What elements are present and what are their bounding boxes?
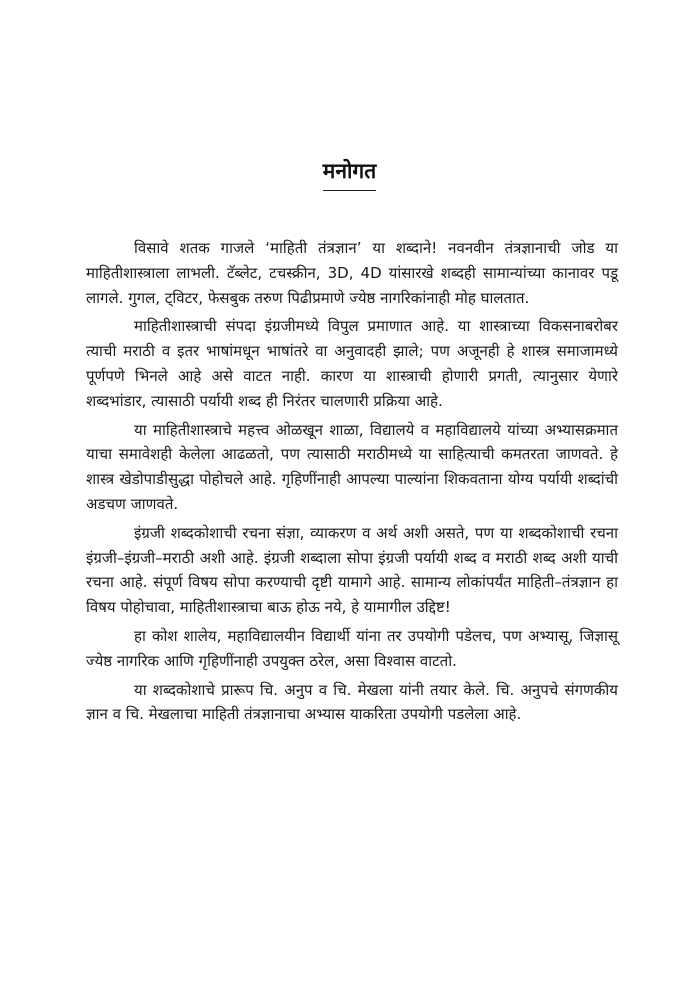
paragraph-5: हा कोश शालेय, महाविद्यालयीन विद्यार्थी यांना तर उपयोगी पडेलच, पण अभ्यासू, जिज्ञासू ज्येष्ठ नागरिक आणि गृहिणींनाही उपयुक्त ठरेल, असा विश्वास वाटतो. [86, 626, 618, 670]
body-text [86, 236, 618, 731]
page-title: मनोगत [323, 156, 376, 191]
paragraph-1: विसावे शतक गाजले ‘माहिती तंत्रज्ञान’ या शब्दाने! नवनवीन तंत्रज्ञानाची जोड या माहितीशास्त्राला लाभली. टॅब्लेट, टचस्क्रीन, 3D, 4D यांसारखे शब्दही सामान्यांच्या कानावर पडू लागले. गुगल, ट्विटर, फेसबुक तरुण पिढीप्रमाणे ज्येष्ठ नागरिकांनाही मोह घालतात. [86, 239, 618, 307]
title-container [0, 142, 699, 205]
paragraph-4: इंग्रजी शब्दकोशाची रचना संज्ञा, व्याकरण व अर्थ अशी असते, पण या शब्दकोशाची रचना इंग्रजी–इंग्रजी–मराठी अशी आहे. इंग्रजी शब्दाला सोपा इंग्रजी पर्यायी शब्द व मराठी शब्द अशी याची रचना आहे. संपूर्ण विषय सोपा करण्याची दृष्टी यामागे आहे. सामान्य लोकांपर्यंत माहिती–तंत्रज्ञान हा विषय पोहोचावा, माहितीशास्त्राचा बाऊ होऊ नये, हे यामागील उद्दिष्ट! [86, 523, 618, 617]
paragraph-3: या माहितीशास्त्राचे महत्त्व ओळखून शाळा, विद्यालये व महाविद्यालये यांच्या अभ्यासक्रमात याचा समावेशही केलेला आढळतो, पण त्यासाठी मराठीमध्ये या साहित्याची कमतरता जाणवते. हे शास्त्र खेडोपाडीसुद्धा पोहोचले आहे. गृहिणींनाही आपल्या पाल्यांना शिकवताना योग्य पर्यायी शब्दांची अडचण जाणवते. [86, 420, 618, 513]
paragraph-6: या शब्दकोशाचे प्रारूप चि. अनुप व चि. मेखला यांनी तयार केले. चि. अनुपचे संगणकीय ज्ञान व चि. मेखलाचा माहिती तंत्रज्ञानाचा अभ्यास याकरिता उपयोगी पडलेला आहे. [86, 680, 618, 724]
paragraph-2: माहितीशास्त्राची संपदा इंग्रजीमध्ये विपुल प्रमाणात आहे. या शास्त्राच्या विकसनाबरोबर त्याची मराठी व इतर भाषांमधून भाषांतरे वा अनुवादही झाले; पण अजूनही हे शास्त्र समाजामध्ये पूर्णपणे भिनले आहे असे वाटत नाही. कारण या शास्त्राची होणारी प्रगती, त्यानुसार येणारे शब्दभांडार, त्यासाठी पर्यायी शब्द ही निरंतर चालणारी प्रक्रिया आहे. [86, 317, 618, 410]
